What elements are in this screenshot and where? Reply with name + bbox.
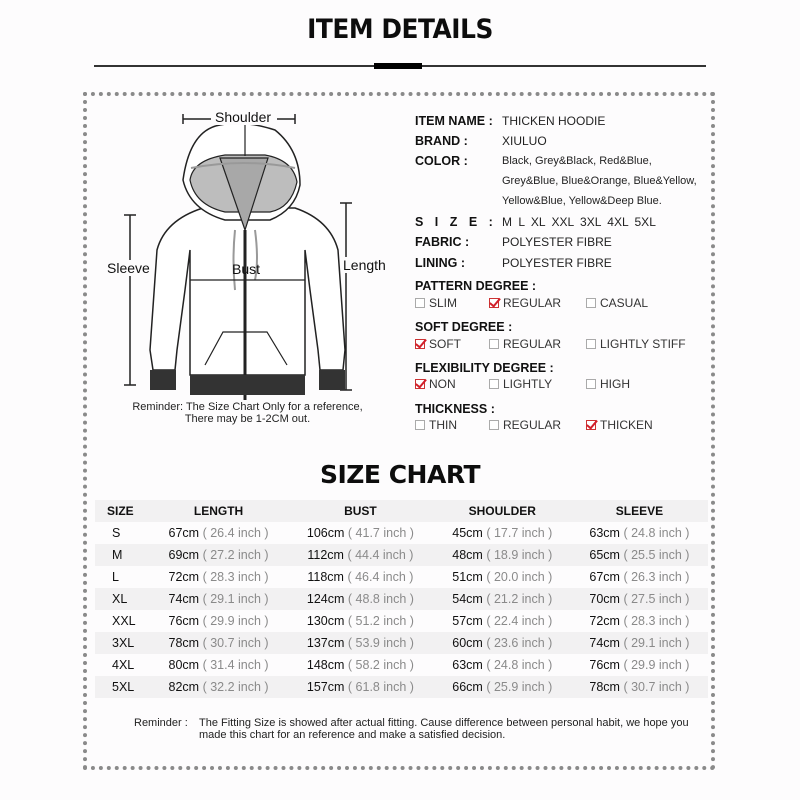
cm-value: 72cm [589, 614, 620, 628]
inch-value: ( 51.2 inch ) [347, 614, 414, 628]
fabric-key: FABRIC : [415, 235, 470, 249]
option-label: HIGH [600, 377, 630, 391]
sleeve-cell [571, 522, 708, 544]
cm-value: 72cm [168, 570, 200, 584]
inch-value: ( 26.3 inch ) [623, 570, 690, 584]
inch-value: ( 58.2 inch ) [347, 658, 414, 672]
cm-value: 80cm [168, 658, 200, 672]
inch-value: ( 32.2 inch ) [202, 680, 269, 694]
cm-value: 130cm [306, 614, 345, 628]
bust-cell [287, 610, 434, 632]
flex-high-option[interactable] [586, 377, 630, 391]
soft-soft-option[interactable] [415, 337, 461, 351]
inch-value: ( 31.4 inch ) [202, 658, 269, 672]
cm-value: 48cm [452, 548, 483, 562]
flex-lightly-option[interactable] [489, 377, 552, 391]
sleeve-cell [571, 676, 708, 698]
inch-value: ( 27.2 inch ) [202, 548, 269, 562]
checkbox-icon[interactable] [586, 379, 596, 389]
title-divider-accent [374, 63, 422, 69]
cm-value: 63cm [452, 658, 483, 672]
inch-value: ( 28.3 inch ) [623, 614, 690, 628]
inch-value: ( 24.8 inch ) [486, 658, 553, 672]
table-row [95, 566, 708, 588]
table-row [95, 676, 708, 698]
inch-value: ( 25.5 inch ) [623, 548, 690, 562]
size-key: S I Z E : [415, 215, 497, 229]
lining-key: LINING : [415, 256, 465, 270]
cm-value: 57cm [452, 614, 483, 628]
option-label: REGULAR [503, 337, 562, 351]
inch-value: ( 61.8 inch ) [347, 680, 414, 694]
sleeve-cell [571, 566, 708, 588]
sleeve-cell [571, 632, 708, 654]
cm-value: 60cm [452, 636, 483, 650]
hoodie-illustration [95, 100, 405, 400]
soft-regular-option[interactable] [489, 337, 561, 351]
cm-value: 118cm [307, 570, 344, 584]
inch-value: ( 44.4 inch ) [347, 548, 414, 562]
option-label: LIGHTLY [503, 377, 553, 391]
inch-value: ( 30.7 inch ) [202, 636, 269, 650]
cm-value: 67cm [589, 570, 620, 584]
lining-value: POLYESTER FIBRE [502, 256, 612, 270]
color-value-2: Grey&Blue, Blue&Orange, Blue&Yellow, [502, 175, 697, 187]
checkmark-icon[interactable] [489, 298, 499, 308]
size-cell: XL [95, 588, 150, 610]
inch-value: ( 41.7 inch ) [347, 526, 414, 540]
brand-value: XIULUO [502, 134, 547, 148]
color-value-1: Black, Grey&Black, Red&Blue, [502, 155, 652, 167]
shoulder-cell [434, 632, 571, 654]
checkbox-icon[interactable] [586, 339, 596, 349]
cm-value: 106cm [306, 526, 345, 540]
brand-key: BRAND : [415, 134, 468, 148]
length-cell [150, 566, 287, 588]
pattern-regular-option[interactable] [489, 296, 561, 310]
inch-value: ( 24.8 inch ) [623, 526, 690, 540]
hoodie-icon [95, 100, 405, 400]
column-header-shoulder: SHOULDER [434, 500, 571, 522]
sleeve-cell [571, 654, 708, 676]
size-cell: S [112, 526, 121, 540]
inch-value: ( 29.9 inch ) [202, 614, 269, 628]
inch-value: ( 29.1 inch ) [202, 592, 269, 606]
inch-value: ( 27.5 inch ) [623, 592, 690, 606]
inch-value: ( 20.0 inch ) [486, 570, 553, 584]
color-value-3: Yellow&Blue, Yellow&Deep Blue. [502, 195, 662, 207]
bust-cell [287, 544, 434, 566]
table-row [95, 632, 708, 654]
cm-value: 66cm [452, 680, 483, 694]
length-cell [150, 610, 287, 632]
thickness-title: THICKNESS : [415, 402, 495, 416]
checkmark-icon[interactable] [586, 420, 596, 430]
table-header-row [95, 500, 708, 522]
inch-value: ( 29.9 inch ) [623, 658, 690, 672]
cm-value: 124cm [306, 592, 345, 606]
length-cell [150, 588, 287, 610]
cm-value: 137cm [306, 636, 345, 650]
bust-cell [287, 632, 434, 654]
soft-lightly-stiff-option[interactable] [586, 337, 686, 351]
color-key: COLOR : [415, 154, 468, 168]
cm-value: 67cm [168, 526, 200, 540]
sleeve-cell [571, 610, 708, 632]
item-name-key: ITEM NAME : [415, 114, 493, 128]
shoulder-cell [434, 522, 571, 544]
size-cell: M [95, 544, 150, 566]
cm-value: 54cm [452, 592, 483, 606]
size-cell: L [112, 570, 119, 584]
length-cell [150, 654, 287, 676]
inch-value: ( 29.1 inch ) [623, 636, 690, 650]
shoulder-cell [434, 654, 571, 676]
reminder-line-1: Reminder: The Size Chart Only for a reference, [132, 401, 363, 413]
flex-non-option[interactable] [415, 377, 456, 391]
reminder-line-2: There may be 1-2CM out. [184, 413, 311, 425]
size-cell: 4XL [112, 658, 135, 672]
inch-value: ( 46.4 inch ) [347, 570, 414, 584]
length-label: Length [343, 257, 386, 273]
column-header-size: SIZE [95, 500, 150, 522]
inch-value: ( 26.4 inch ) [202, 526, 269, 540]
cm-value: 78cm [589, 680, 620, 694]
table-row [95, 588, 708, 610]
shoulder-cell [434, 676, 571, 698]
cm-value: 65cm [589, 548, 620, 562]
column-header-sleeve: SLEEVE [571, 500, 708, 522]
option-label: LIGHTLY STIFF [600, 337, 686, 351]
reminder-text: The Fitting Size is showed after actual fitting. Cause difference between personal habit, we hope you made this chart for an reference and make a satisfied decision. [199, 717, 689, 741]
sleeve-cell [571, 544, 708, 566]
thickness-regular-option[interactable] [489, 418, 561, 432]
option-label: THIN [429, 418, 457, 432]
inch-value: ( 48.8 inch ) [347, 592, 414, 606]
checkmark-icon[interactable] [415, 339, 425, 349]
option-label: SLIM [429, 296, 458, 310]
soft-degree-title: SOFT DEGREE : [415, 320, 513, 334]
cm-value: 63cm [589, 526, 620, 540]
checkbox-icon[interactable] [489, 420, 499, 430]
cm-value: 82cm [168, 680, 200, 694]
option-label: THICKEN [600, 418, 653, 432]
pattern-casual-option[interactable] [586, 296, 648, 310]
size-chart-table [95, 500, 708, 698]
bust-cell [287, 654, 434, 676]
shoulder-cell [434, 544, 571, 566]
inch-value: ( 28.3 inch ) [202, 570, 269, 584]
sleeve-label: Sleeve [107, 260, 150, 276]
length-cell [150, 522, 287, 544]
inch-value: ( 53.9 inch ) [347, 636, 414, 650]
size-chart-reminder [95, 401, 400, 425]
cm-value: 112cm [307, 548, 344, 562]
table-row [95, 610, 708, 632]
cm-value: 78cm [168, 636, 200, 650]
pattern-slim-option[interactable] [415, 296, 457, 310]
bust-cell [287, 566, 434, 588]
reminder-label: Reminder : [134, 717, 188, 729]
inch-value: ( 18.9 inch ) [486, 548, 553, 562]
cm-value: 45cm [452, 526, 483, 540]
inch-value: ( 30.7 inch ) [623, 680, 690, 694]
cm-value: 157cm [306, 680, 345, 694]
inch-value: ( 25.9 inch ) [486, 680, 553, 694]
length-cell [150, 632, 287, 654]
option-label: REGULAR [503, 296, 562, 310]
inch-value: ( 17.7 inch ) [486, 526, 553, 540]
size-value: M L XL XXL 3XL 4XL 5XL [502, 215, 656, 229]
length-cell [150, 676, 287, 698]
cm-value: 74cm [589, 636, 620, 650]
table-row [95, 544, 708, 566]
shoulder-label: Shoulder [215, 109, 272, 125]
thickness-thin-option[interactable] [415, 418, 457, 432]
checkmark-icon[interactable] [415, 379, 425, 389]
option-label: CASUAL [600, 296, 649, 310]
column-header-bust: BUST [287, 500, 434, 522]
column-header-length: LENGTH [150, 500, 287, 522]
cm-value: 69cm [168, 548, 200, 562]
pattern-degree-title: PATTERN DEGREE : [415, 279, 537, 293]
bust-cell [287, 588, 434, 610]
size-cell: 3XL [95, 632, 150, 654]
size-cell: XXL [112, 614, 136, 628]
inch-value: ( 23.6 inch ) [486, 636, 553, 650]
cm-value: 148cm [306, 658, 345, 672]
checkbox-icon[interactable] [415, 420, 425, 430]
checkbox-icon[interactable] [415, 298, 425, 308]
option-label: SOFT [429, 337, 461, 351]
flexibility-degree-title: FLEXIBILITY DEGREE : [415, 361, 554, 375]
size-cell: 5XL [95, 676, 150, 698]
bust-cell [287, 522, 434, 544]
table-row [95, 522, 708, 544]
option-label: REGULAR [503, 418, 562, 432]
bust-label: Bust [232, 261, 261, 277]
fabric-value: POLYESTER FIBRE [502, 235, 612, 249]
shoulder-cell [434, 566, 571, 588]
table-row [95, 654, 708, 676]
length-cell [150, 544, 287, 566]
option-label: NON [429, 377, 456, 391]
checkbox-icon[interactable] [586, 298, 596, 308]
sleeve-cell [571, 588, 708, 610]
cm-value: 74cm [168, 592, 200, 606]
inch-value: ( 22.4 inch ) [486, 614, 553, 628]
checkbox-icon[interactable] [489, 339, 499, 349]
page-title: ITEM DETAILS [307, 14, 493, 45]
thickness-thicken-option[interactable] [586, 418, 653, 432]
checkbox-icon[interactable] [489, 379, 499, 389]
cm-value: 51cm [452, 570, 483, 584]
item-name-value: THICKEN HOODIE [502, 114, 606, 128]
inch-value: ( 21.2 inch ) [486, 592, 553, 606]
size-chart-title: SIZE CHART [319, 460, 480, 489]
cm-value: 76cm [589, 658, 620, 672]
cm-value: 70cm [589, 592, 620, 606]
shoulder-cell [434, 588, 571, 610]
bust-cell [287, 676, 434, 698]
cm-value: 76cm [168, 614, 200, 628]
shoulder-cell [434, 610, 571, 632]
